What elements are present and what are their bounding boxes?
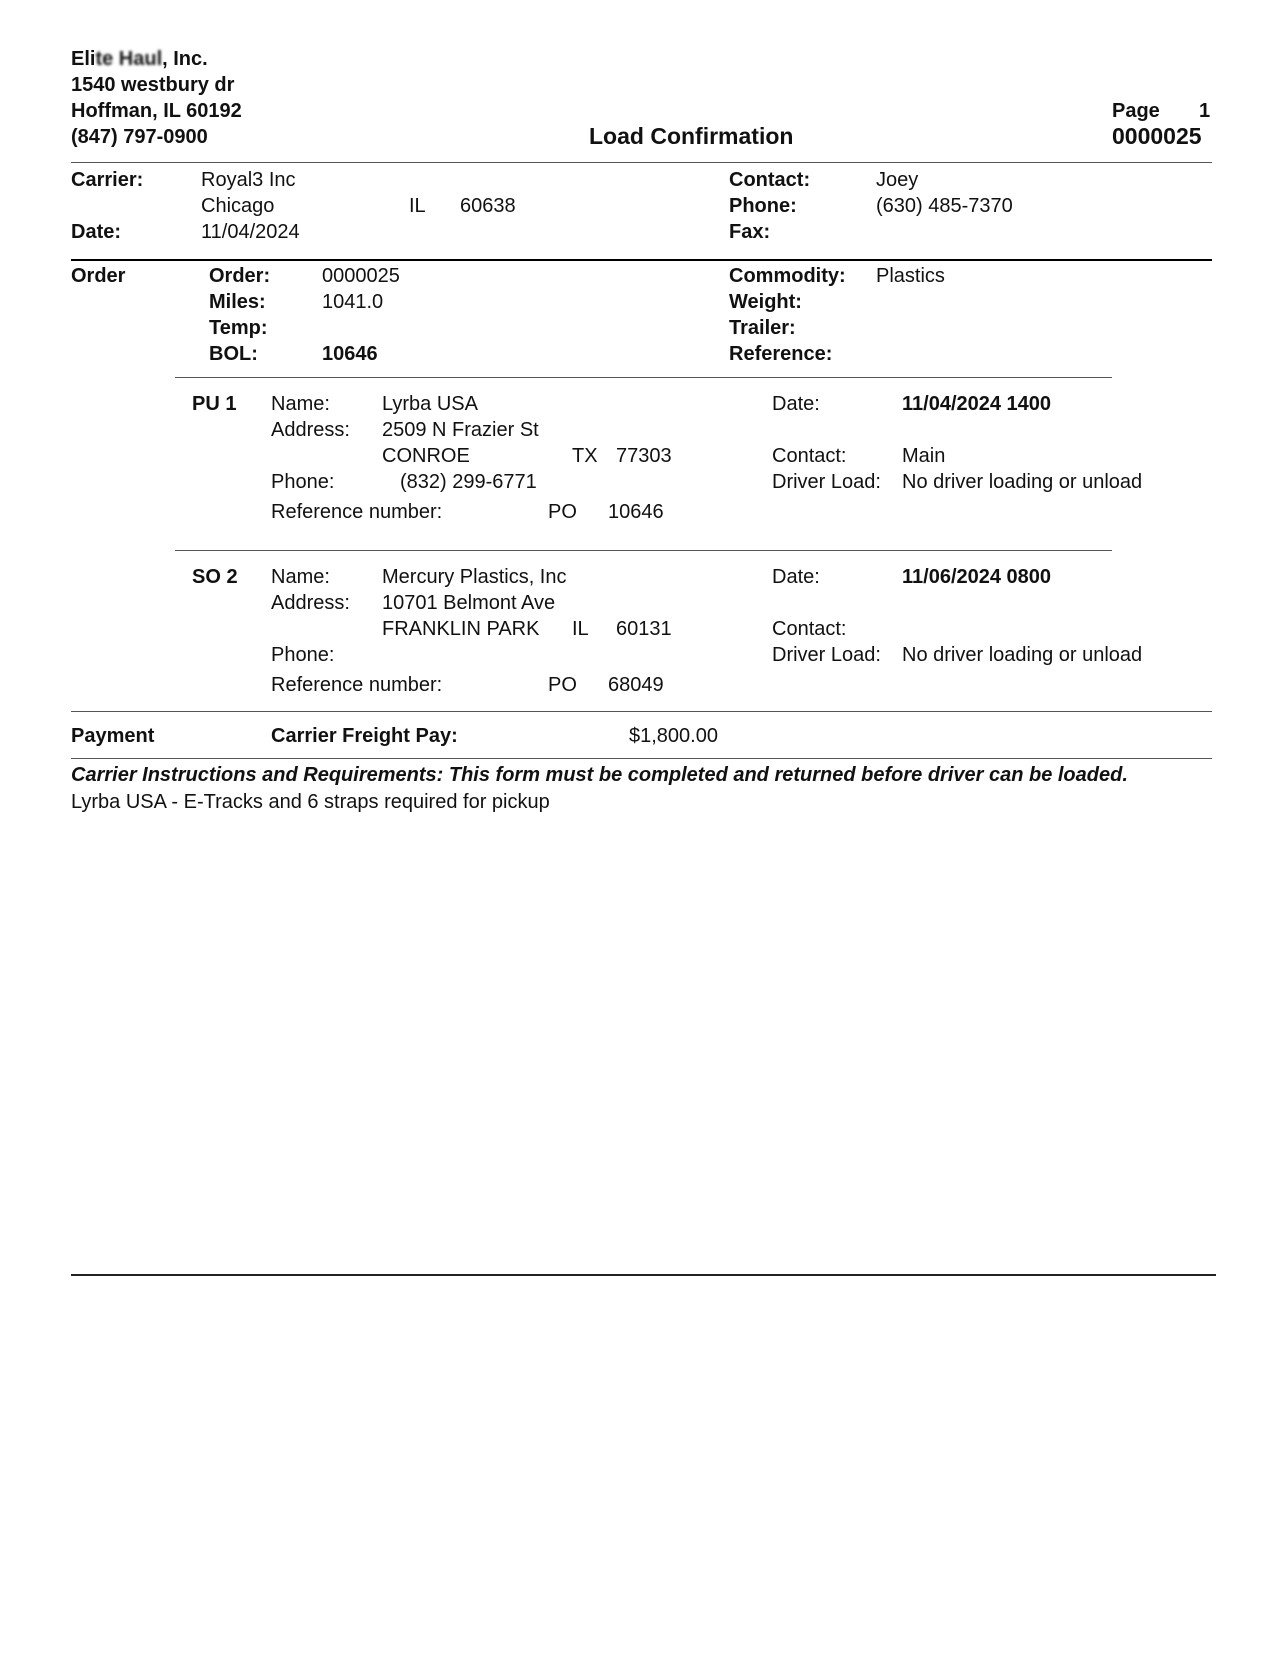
stop-phone: (832) 299-6771 [400,471,537,493]
carrier-city: Chicago [201,195,275,217]
carrier-contact-label: Contact: [729,169,811,191]
payment-divider [71,711,1212,712]
stop-driver-load-label: Driver Load: [772,644,881,666]
stop-city: CONROE [382,445,470,467]
instructions-heading: Carrier Instructions and Requirements: This form must be completed and returned before driver can be loaded. [71,764,1128,786]
company-phone: (847) 797-0900 [71,126,208,148]
stop-address: 10701 Belmont Ave [382,592,556,614]
document-title: Load Confirmation [589,123,794,149]
reference-label: Reference: [729,343,833,365]
stop-name: Lyrba USA [382,393,478,415]
carrier-label: Carrier: [71,169,144,191]
stop-code: PU 1 [192,393,237,415]
stop-driver-load: No driver loading or unload [902,644,1143,666]
stop-contact-label: Contact: [772,445,847,467]
stop-contact-label: Contact: [772,618,847,640]
obscured-text: te Haul [95,48,163,70]
freight-pay-amount: $1,800.00 [629,725,718,747]
stop-ref-type: PO [548,501,577,523]
stop-driver-load-label: Driver Load: [772,471,881,493]
footer-line [71,1274,1216,1276]
stop-date: 11/06/2024 0800 [902,566,1052,588]
weight-label: Weight: [729,291,802,313]
stop-code: SO 2 [192,566,238,588]
commodity-value: Plastics [876,265,945,287]
stop-city: FRANKLIN PARK [382,618,540,640]
stop-divider [175,550,1112,551]
stop-driver-load: No driver loading or unload [902,471,1143,493]
stop-zip: 60131 [616,618,672,640]
company-address: 1540 westbury dr [71,74,235,96]
trailer-label: Trailer: [729,317,796,339]
stop-ref-label: Reference number: [271,674,443,696]
stop-ref-number: 68049 [608,674,664,696]
carrier-date: 11/04/2024 [201,221,300,243]
page-number: 1 [1199,100,1211,122]
stop-divider [175,377,1112,378]
stop-date-label: Date: [772,566,820,588]
carrier-zip: 60638 [460,195,516,217]
stop-date: 11/04/2024 1400 [902,393,1052,415]
temp-label: Temp: [209,317,268,339]
stop-ref-type: PO [548,674,577,696]
carrier-divider [71,259,1212,261]
stop-state: IL [572,618,589,640]
order-number: 0000025 [322,265,400,287]
company-city-state-zip: Hoffman, IL 60192 [71,100,242,122]
carrier-contact: Joey [876,169,919,191]
stop-zip: 77303 [616,445,672,467]
stop-contact: Main [902,445,946,467]
stop-address-label: Address: [271,592,350,614]
instructions-text: Lyrba USA - E-Tracks and 6 straps required for pickup [71,791,550,813]
company-name: Elite Haul, Inc. [71,48,208,70]
payment-label: Payment [71,725,155,747]
stop-phone-label: Phone: [271,471,335,493]
bol-label: BOL: [209,343,258,365]
miles-value: 1041.0 [322,291,384,313]
carrier-name: Royal3 Inc [201,169,296,191]
stop-phone-label: Phone: [271,644,335,666]
stop-name-label: Name: [271,566,330,588]
stop-ref-label: Reference number: [271,501,443,523]
stop-name-label: Name: [271,393,330,415]
carrier-date-label: Date: [71,221,122,243]
header-divider [71,162,1212,163]
stop-date-label: Date: [772,393,820,415]
miles-label: Miles: [209,291,266,313]
stop-state: TX [572,445,598,467]
stop-name: Mercury Plastics, Inc [382,566,567,588]
order-number-label: Order: [209,265,271,287]
stop-address-label: Address: [271,419,350,441]
stop-address: 2509 N Frazier St [382,419,539,441]
commodity-label: Commodity: [729,265,846,287]
carrier-state: IL [409,195,426,217]
bol-value: 10646 [322,343,378,365]
page-label: Page [1112,100,1160,122]
instructions-divider [71,758,1212,759]
carrier-phone-label: Phone: [729,195,797,217]
order-section-label: Order [71,265,126,287]
carrier-fax-label: Fax: [729,221,771,243]
carrier-phone: (630) 485-7370 [876,195,1013,217]
freight-pay-label: Carrier Freight Pay: [271,725,458,747]
stop-ref-number: 10646 [608,501,664,523]
document-number: 0000025 [1112,123,1202,149]
